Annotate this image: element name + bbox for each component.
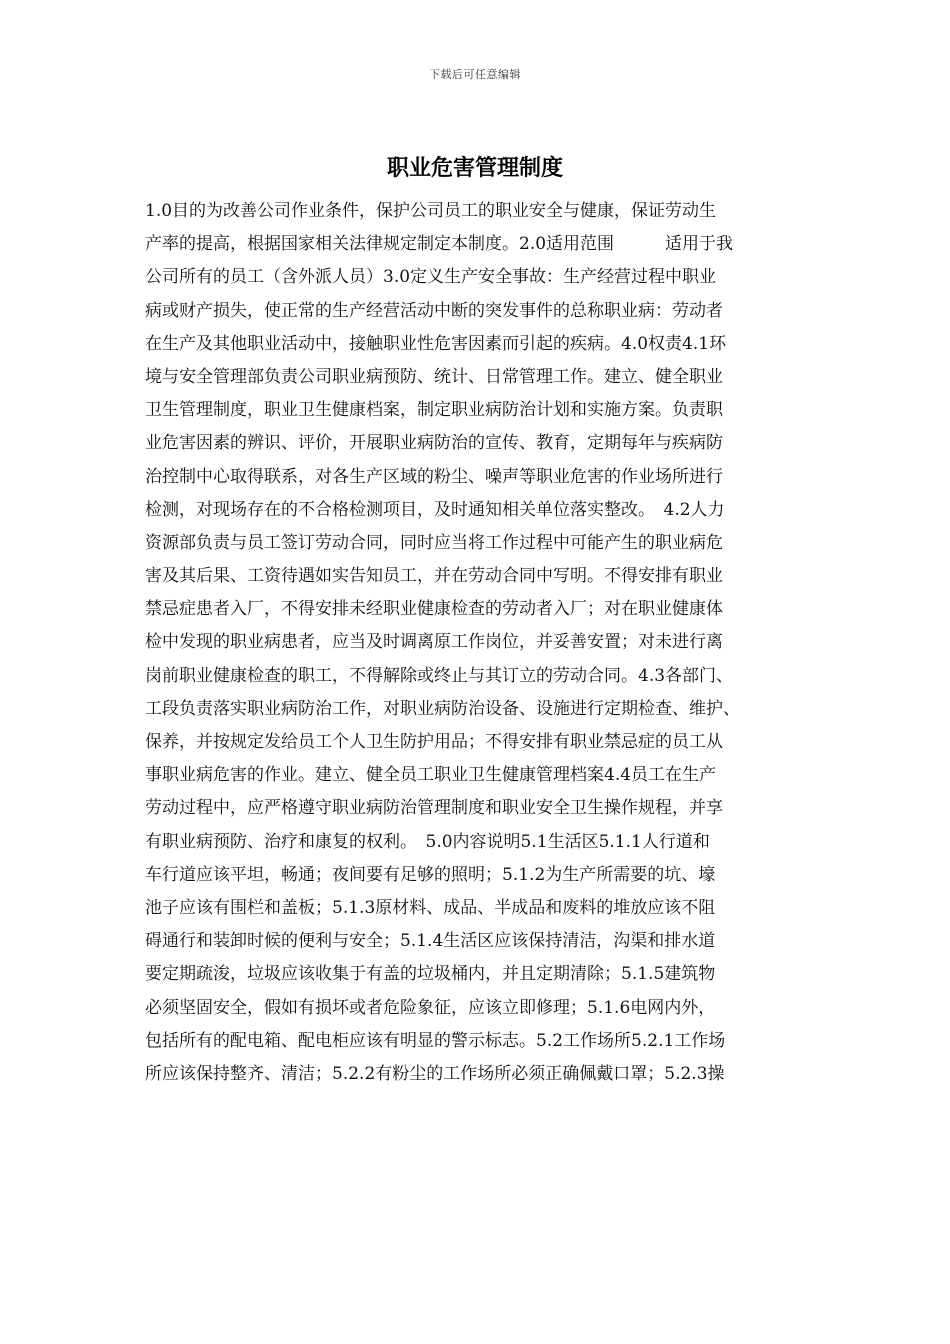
body-line: 劳动过程中，应严格遵守职业病防治管理制度和职业安全卫生操作规程，并享 xyxy=(145,798,723,819)
body-line: 产率的提高，根据国家相关法律规定制定本制度。2.0适用范围 适用于我 xyxy=(145,234,734,255)
body-line: 所应该保持整齐、清洁；5.2.2有粉尘的工作场所必须正确佩戴口罩；5.2.3操 xyxy=(145,1063,725,1084)
body-line: 禁忌症患者入厂，不得安排未经职业健康检查的劳动者入厂；对在职业健康体 xyxy=(145,599,723,620)
body-line: 业危害因素的辨识、评价，开展职业病防治的宣传、教育，定期每年与疾病防 xyxy=(145,433,723,454)
body-text xyxy=(145,195,835,1091)
body-line: 病或财产损失，使正常的生产经营活动中断的突发事件的总称职业病：劳动者 xyxy=(145,300,723,321)
body-line: 事职业病危害的作业。建立、健全员工职业卫生健康管理档案4.4员工在生产 xyxy=(145,765,717,786)
body-line: 包括所有的配电箱、配电柜应该有明显的警示标志。5.2工作场所5.2.1工作场 xyxy=(145,1030,726,1051)
body-line: 工段负责落实职业病防治工作，对职业病防治设备、设施进行定期检查、维护、 xyxy=(145,698,740,719)
body-line: 车行道应该平坦，畅通；夜间要有足够的照明；5.1.2为生产所需要的坑、壕 xyxy=(145,864,716,885)
body-line: 害及其后果、工资待遇如实告知员工，并在劳动合同中写明。不得安排有职业 xyxy=(145,566,723,587)
body-line: 卫生管理制度，职业卫生健康档案，制定职业病防治计划和实施方案。负责职 xyxy=(145,400,723,421)
body-line: 资源部负责与员工签订劳动合同，同时应当将工作过程中可能产生的职业病危 xyxy=(145,532,723,553)
body-line: 碍通行和装卸时候的便利与安全；5.1.4生活区应该保持清洁，沟渠和排水道 xyxy=(145,931,716,952)
body-line: 境与安全管理部负责公司职业病预防、统计、日常管理工作。建立、健全职业 xyxy=(145,366,723,387)
header-note: 下载后可任意编辑 xyxy=(429,68,521,81)
body-line: 要定期疏浚，垃圾应该收集于有盖的垃圾桶内，并且定期清除；5.1.5建筑物 xyxy=(145,964,716,985)
body-line: 有职业病预防、治疗和康复的权利。 5.0内容说明5.1生活区5.1.1人行道和 xyxy=(145,831,710,852)
body-line: 保养，并按规定发给员工个人卫生防护用品；不得安排有职业禁忌症的员工从 xyxy=(145,732,723,752)
document-title: 职业危害管理制度 xyxy=(386,156,563,181)
body-line: 1.0目的为改善公司作业条件，保护公司员工的职业安全与健康，保证劳动生 xyxy=(145,201,717,221)
body-line: 在生产及其他职业活动中，接触职业性危害因素而引起的疾病。4.0权责4.1环 xyxy=(145,333,727,354)
body-line: 池子应该有围栏和盖板；5.1.3原材料、成品、半成品和废料的堆放应该不阻 xyxy=(145,897,716,918)
body-line: 岗前职业健康检查的职工，不得解除或终止与其订立的劳动合同。4.3各部门、 xyxy=(145,665,734,686)
body-line: 检测，对现场存在的不合格检测项目，及时通知相关单位落实整改。 4.2人力 xyxy=(145,499,725,520)
body-line: 必须坚固安全，假如有损坏或者危险象征，应该立即修理；5.1.6电网内外， xyxy=(145,997,716,1018)
body-line: 检中发现的职业病患者，应当及时调离原工作岗位，并妥善安置；对未进行离 xyxy=(145,632,723,653)
body-line: 公司所有的员工（含外派人员）3.0定义生产安全事故：生产经营过程中职业 xyxy=(145,267,717,288)
body-line: 治控制中心取得联系，对各生产区域的粉尘、噪声等职业危害的作业场所进行 xyxy=(145,466,723,487)
